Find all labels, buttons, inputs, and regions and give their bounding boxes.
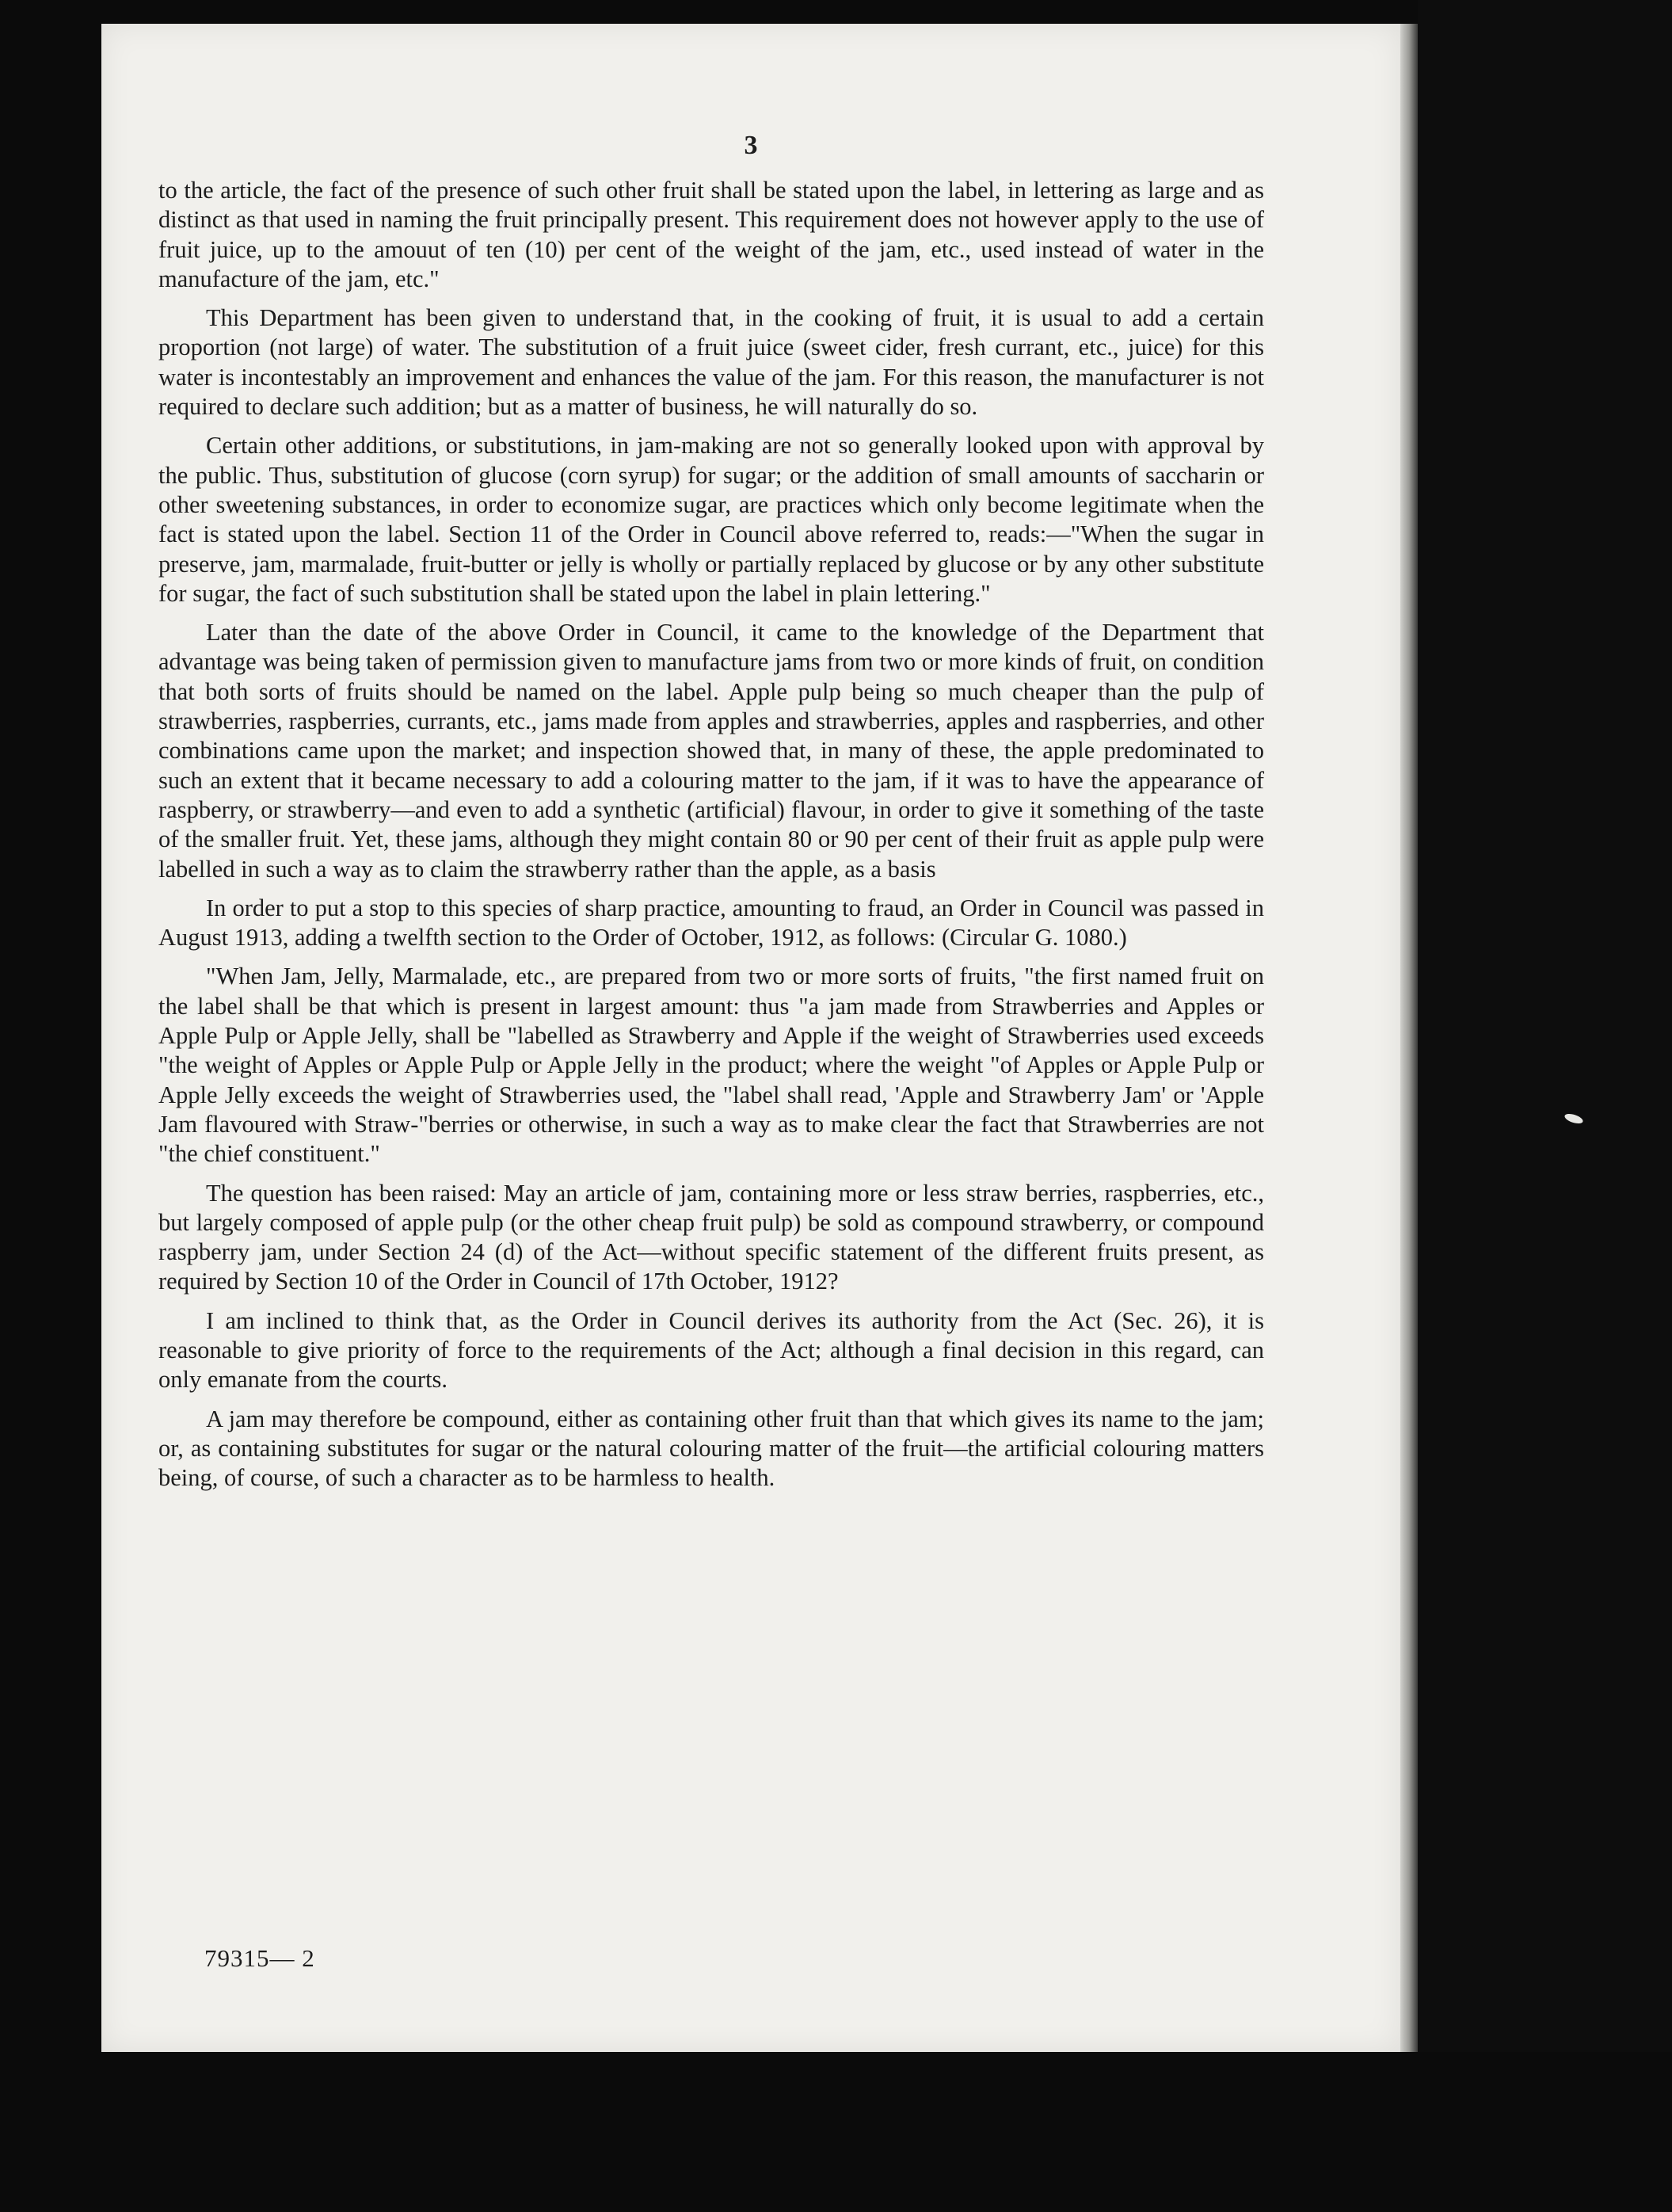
document-body [158,176,1264,1502]
paragraph-quoted-section: "When Jam, Jelly, Marmalade, etc., are prepared from two or more sorts of fruits, "the first named fruit on the label shall be that which is present in largest amount: thus "a jam made from Strawberries and Apples or Apple Pulp or Apple Jelly, shall be "labelled as Strawberry and Apple if the weight of Strawberries used exceeds "the weight of Apples or Apple Pulp or Apple Jelly in the product; where the weight "of Apples or Apple Pulp or Apple Jelly exceeds the weight of Strawberries used, the "label shall read, 'Apple and Strawberry Jam' or 'Apple Jam flavoured with Straw-"berries or otherwise, in such a way as to make clear the fact that Strawberries are not "the chief constituent." [158,963,1264,1168]
page-edge-shadow [1400,24,1418,2052]
paragraph-apple-pulp: Later than the date of the above Order in Council, it came to the knowledge of the Department that advantage was being taken of permission given to manufacture jams from two or more kinds of fruit, on condition that both sorts of fruits should be named on the label. Apple pulp being so much cheaper than the pulp of strawberries, raspberries, currants, etc., jams made from apples and strawberries, apples and raspberries, and other combinations came upon the market; and inspection showed that, in many of these, the apple predominated to such an extent that it became necessary to add a colouring matter to the jam, if it was to have the appearance of raspberry, or strawberry—and even to add a synthetic (artificial) flavour, in order to give it something of the taste of the smaller fruit. Yet, these jams, although they might contain 80 or 90 per cent of their fruit as apple pulp were labelled in such a way as to claim the strawberry rather than the apple, as a basis [158,619,1264,883]
paragraph-continuation: to the article, the fact of the presence of such other fruit shall be stated upon the label, in lettering as large and as distinct as that used in naming the fruit principally present. This requirement does not however apply to the use of fruit juice, up to the amouut of ten (10) per cent of the weight of the jam, etc., used instead of water in the manufacture of the jam, etc." [158,177,1264,292]
scan-background [1418,0,1672,2212]
paragraph-fruit-juice: This Department has been given to understand that, in the cooking of fruit, it is usual to add a certain proportion (not large) of water. The substitution of a fruit juice (sweet cider, fresh currant, etc., juice) for this water is incontestably an improvement and enhances the value of the jam. For this reason, the manufacturer is not required to declare such addition; but as a matter of business, he will naturally do so. [158,304,1264,421]
paragraph-substitutions: Certain other additions, or substitutions, in jam-making are not so generally looked upon with approval by the public. Thus, substitution of glucose (corn syrup) for sugar; or the addition of small amounts of saccharin or other sweetening substances, in order to economize sugar, are practices which only become legitimate when the fact is stated upon the label. Section 11 of the Order in Council above referred to, reads:—"When the sugar in preserve, jam, marmalade, fruit-butter or jelly is wholly or partially replaced by glucose or by any other substitute for sugar, the fact of such substitution shall be stated upon the label in plain lettering." [158,432,1264,607]
paragraph-opinion: I am inclined to think that, as the Order in Council derives its authority from the Act (Sec. 26), it is reasonable to give priority of force to the requirements of the Act; although a final decision in this regard, can only emanate from the courts. [158,1306,1264,1394]
paragraph-order-in-council: In order to put a stop to this species of sharp practice, amounting to fraud, an Order in Council was passed in August 1913, adding a twelfth section to the Order of October, 1912, as follows: (Circular G. 1080.) [158,894,1264,952]
page-number: 3 [744,131,758,160]
paragraph-question: The question has been raised: May an article of jam, containing more or less straw berries, raspberries, etc., but largely composed of apple pulp (or the other cheap fruit pulp) be sold as compound strawberry, or compound raspberry jam, under Section 24 (d) of the Act—without specific statement of the different fruits present, as required by Section 10 of the Order in Council of 17th October, 1912? [158,1179,1264,1295]
footer-code: 79315— 2 [204,1944,315,1972]
scan-background-bottom [0,2052,1672,2212]
paragraph-conclusion: A jam may therefore be compound, either as containing other fruit than that which gives its name to the jam; or, as containing substitutes for sugar or the natural colouring matter of the fruit—the artificial colouring matters being, of course, of such a character as to be harmless to health. [158,1405,1264,1492]
